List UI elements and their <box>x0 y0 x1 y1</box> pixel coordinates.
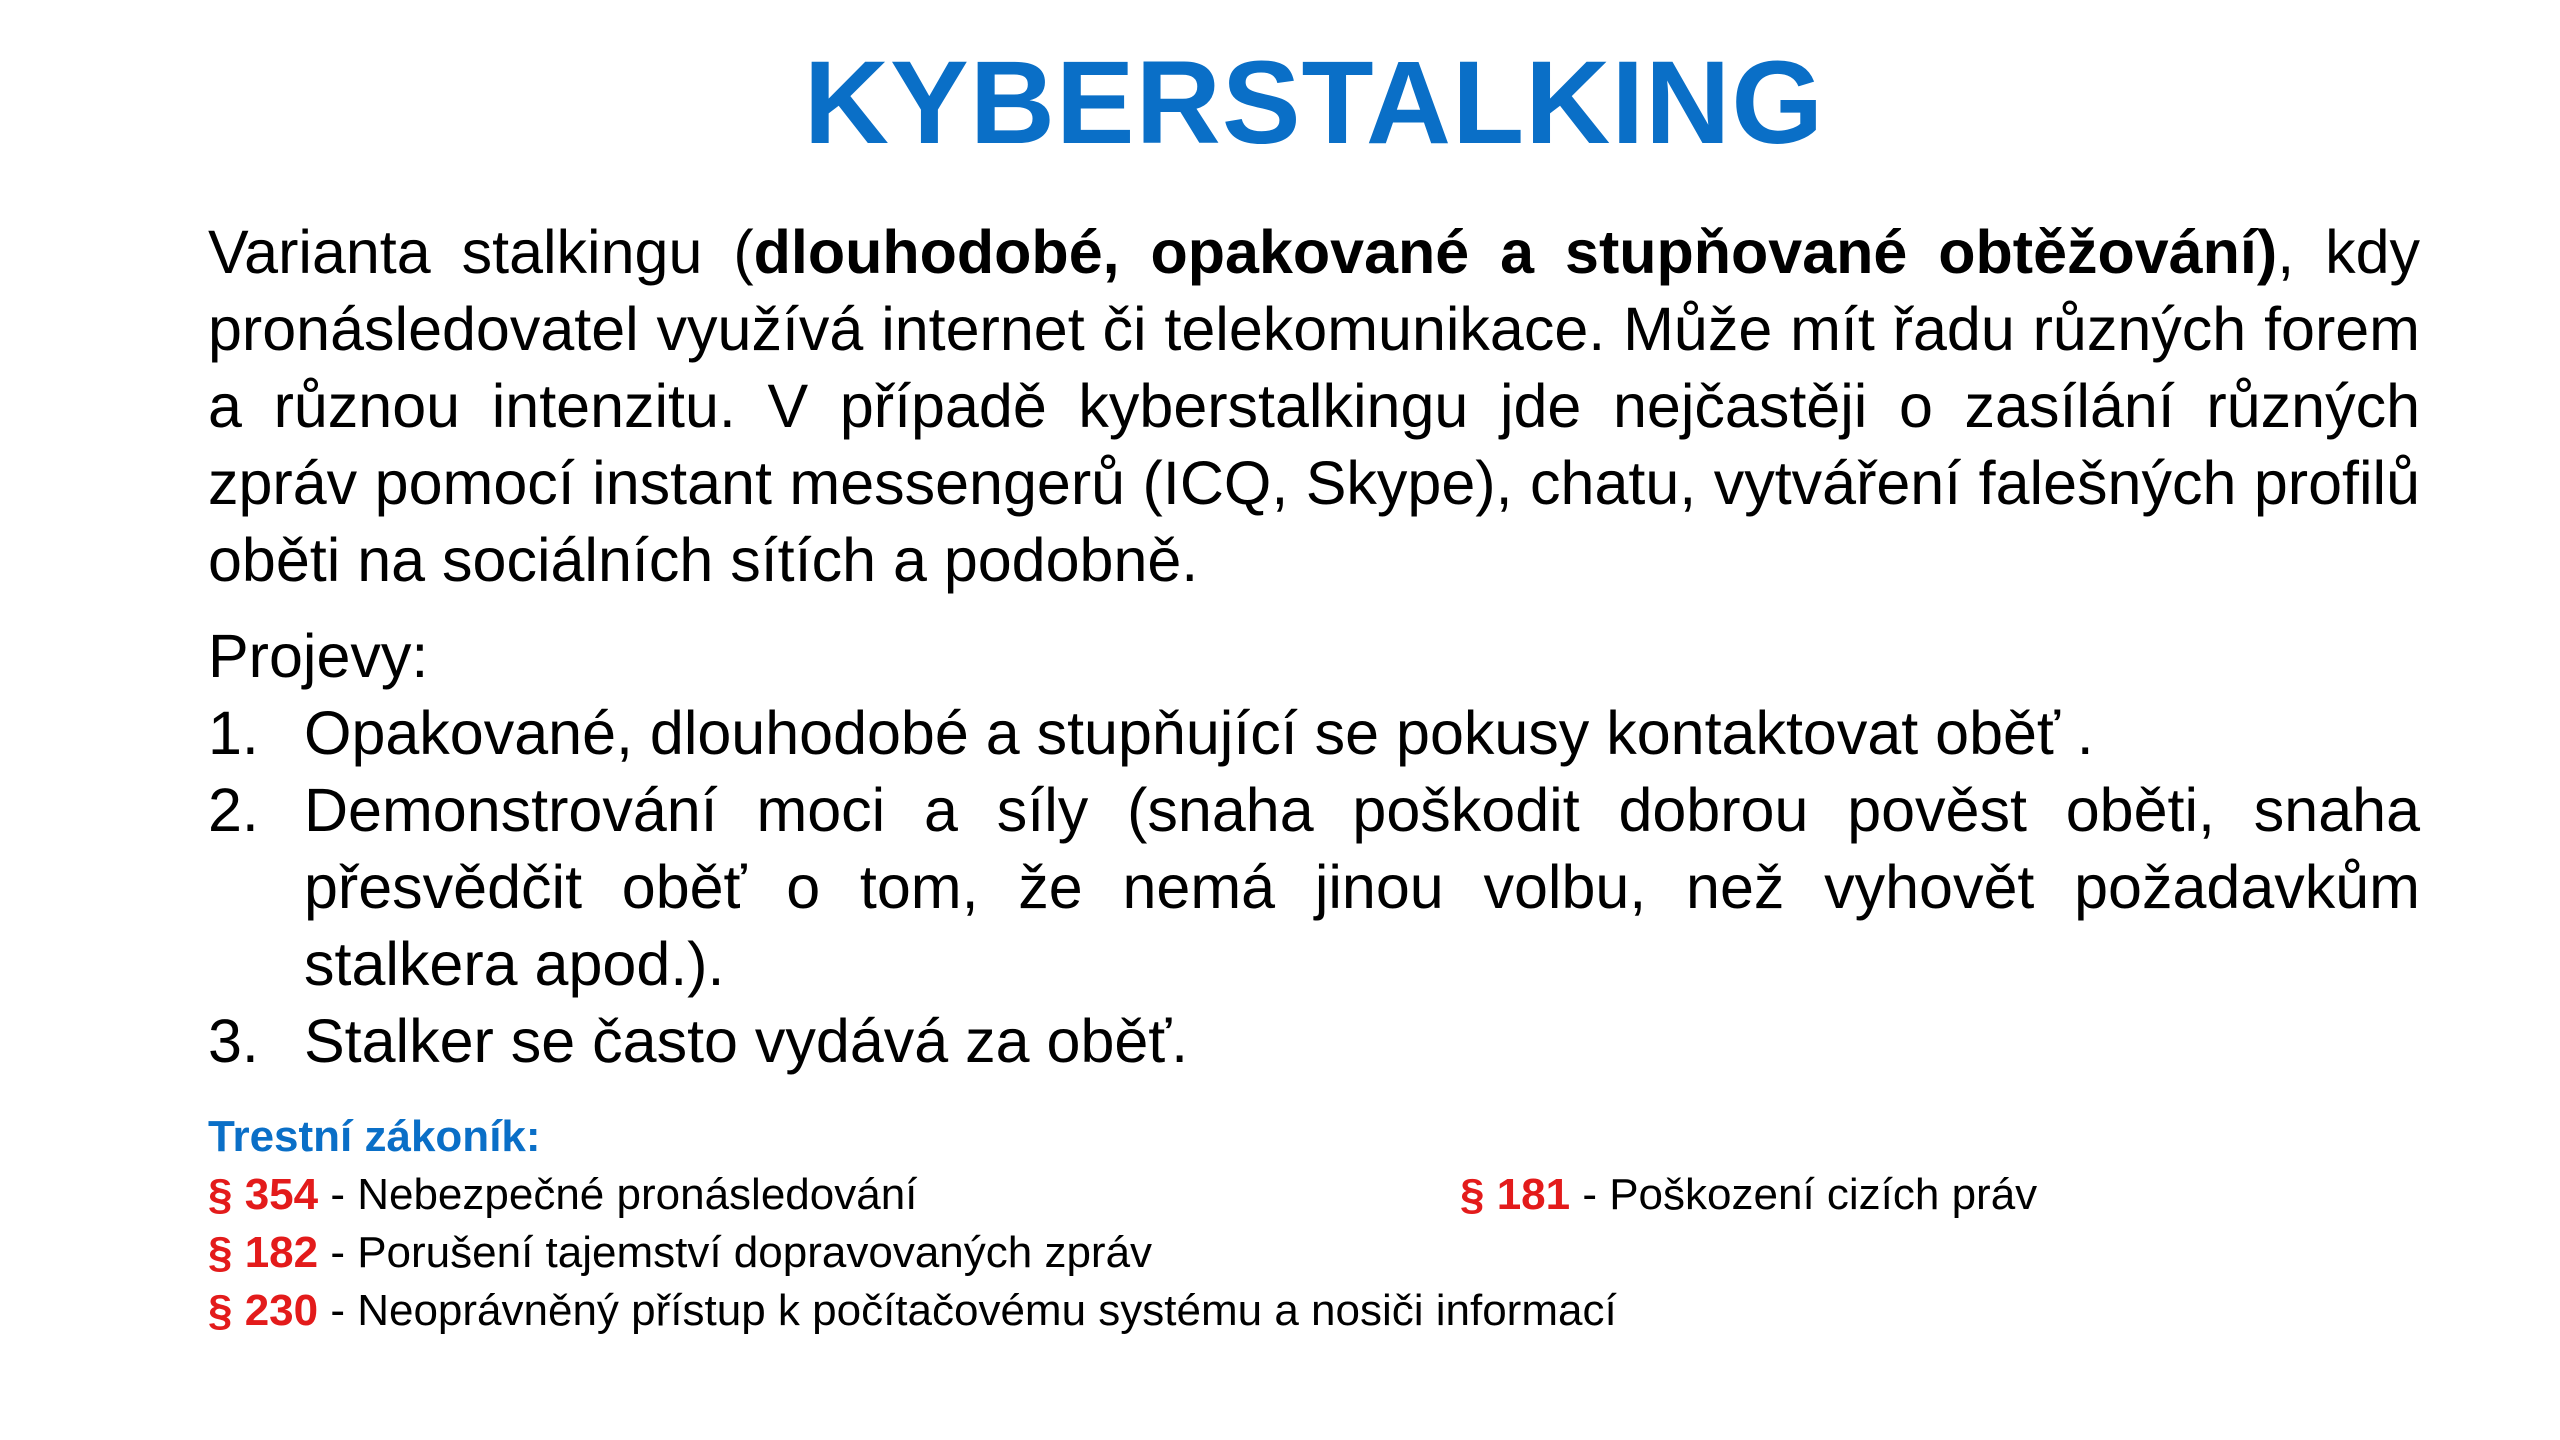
law-text: - Poškození cizích práv <box>1570 1170 2038 1219</box>
list-item <box>208 695 2420 772</box>
intro-text-rest: , kdy pronásledovatel využívá internet či telekomunikace. Může mít řadu různých forem a různou intenzitu. V případě kyberstalkingu jde nejčastěji o zasílání různých zpráv pomocí instant messengerů (ICQ, Skype), chatu, vytváření falešných profilů oběti na sociálních sítích a podobně. <box>208 218 2421 594</box>
law-ref: § 230 <box>208 1286 319 1335</box>
law-item-230 <box>208 1286 1617 1335</box>
criminal-code-section <box>208 1108 2420 1340</box>
list-item-text: Stalker se často vydává za oběť. <box>304 1007 1189 1075</box>
projevy-label: Projevy: <box>208 622 429 690</box>
law-text: - Nebezpečné pronásledování <box>318 1170 918 1219</box>
list-item-number: 2. <box>208 776 259 844</box>
law-item-181 <box>1460 1166 2037 1224</box>
list-item <box>208 1003 2420 1080</box>
law-ref: § 354 <box>208 1170 319 1219</box>
list-item-number: 3. <box>208 1007 259 1075</box>
law-text: - Porušení tajemství dopravovaných zpráv <box>318 1228 1153 1277</box>
law-ref: § 182 <box>208 1228 319 1277</box>
law-text: - Neoprávněný přístup k počítačovému systému a nosiči informací <box>318 1286 1617 1335</box>
law-item-354 <box>208 1170 917 1219</box>
slide-title: KYBERSTALKING <box>803 37 1825 169</box>
intro-paragraph <box>208 214 2420 599</box>
intro-text-start: Varianta stalkingu ( <box>208 218 754 286</box>
list-item-text: Opakované, dlouhodobé a stupňující se pokusy kontaktovat oběť . <box>304 699 2094 767</box>
law-ref: § 181 <box>1460 1170 1571 1219</box>
projevy-list <box>208 695 2420 1080</box>
criminal-code-heading: Trestní zákoník: <box>208 1112 541 1161</box>
list-item-text: Demonstrování moci a síly (snaha poškodit dobrou pověst oběti, snaha přesvědčit oběť o tom, že nemá jinou volbu, než vyhovět požadavkům stalkera apod.). <box>304 776 2420 998</box>
law-item-182 <box>208 1228 1152 1277</box>
law-row <box>208 1166 2420 1224</box>
law-row <box>208 1224 2420 1282</box>
law-row <box>208 1282 2420 1340</box>
list-item <box>208 772 2420 1003</box>
list-item-number: 1. <box>208 699 259 767</box>
intro-bold-text: dlouhodobé, opakované a stupňované obtěžování) <box>753 218 2278 286</box>
